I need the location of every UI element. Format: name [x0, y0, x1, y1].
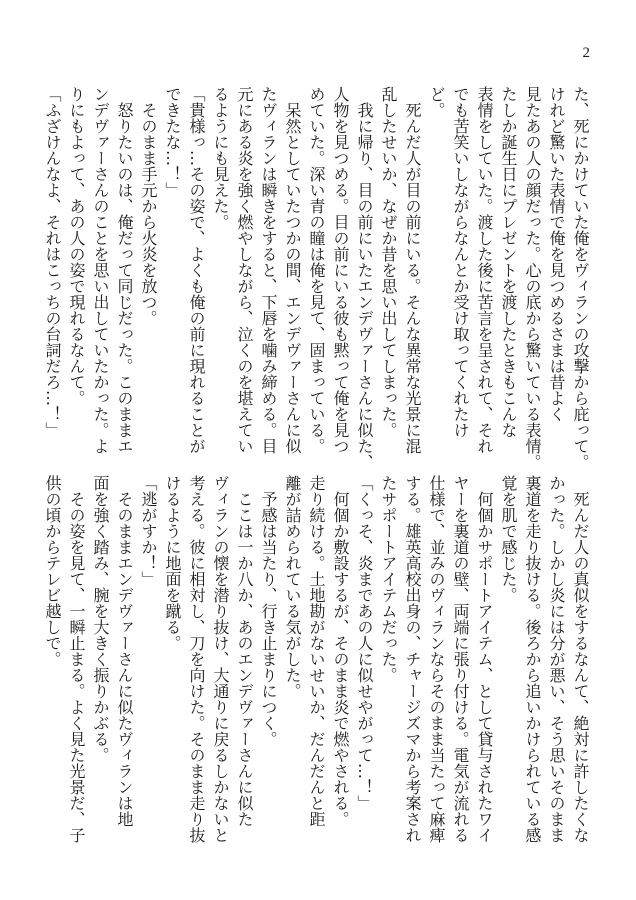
- text-line: 面を強く踏み、腕を大きく振りかぶる。: [91, 475, 110, 763]
- text-line: ンデヴァーさんのことを思い出していたかった。よ: [91, 86, 110, 454]
- text-line: でも苦笑いしながらなんとか受け取ってくれたけ: [451, 86, 470, 438]
- text-line: 乱したせいか、なぜか昔を思い出してしまった。: [379, 86, 398, 438]
- text-line: 「ふざけんなよ、それはこっちの台詞だろ…！」: [43, 86, 62, 438]
- text-line: ヤーを裏道の壁、両端に張り付ける。電気が流れる: [451, 475, 470, 843]
- text-line: できたな…！」: [163, 86, 182, 198]
- text-line: ど。: [427, 86, 446, 118]
- text-line: 怒りたいのは、俺だって同じだった。このままエ: [115, 86, 134, 454]
- upper-text-block: [40, 86, 592, 470]
- text-line: 裏道を走り抜ける。後ろから追いかけられている感: [523, 475, 542, 843]
- text-line: 「くっそ、炎まであの人に似せやがって…！」: [355, 475, 374, 811]
- text-line: かった。しかし炎には分が悪い、そう思いそのまま: [547, 475, 566, 843]
- text-line: 「逃がすか！」: [139, 475, 158, 587]
- text-line: 考える。彼に相対し、刀を向けた。そのまま走り抜: [187, 475, 206, 843]
- page-number: 2: [582, 45, 590, 61]
- text-line: けれど驚いた表情で俺を見つめるさまは昔よく: [547, 86, 566, 422]
- text-line: する。雄英高校出身の、チャージズマから考案され: [403, 475, 422, 843]
- text-line: たしか誕生日にプレゼントを渡したときもこんな: [499, 86, 518, 438]
- text-line: 人物を見つめる。目の前にいる彼も黙って俺を見つ: [331, 86, 350, 454]
- text-line: 「貴様っ…その姿で、よくも俺の前に現れることが: [187, 86, 206, 454]
- text-line: 何個かサポートアイテム、として貸与されたワイ: [475, 475, 494, 843]
- text-line: ヴィランの懐を潜り抜け、大通りに戻るしかないと: [211, 475, 230, 843]
- text-line: 供の頃からテレビ越しで。: [43, 475, 62, 667]
- text-line: 走り続ける。土地勘がないせいか、だんだんと距: [307, 475, 326, 827]
- text-line: た、死にかけていた俺をヴィランの攻撃から庇って。: [571, 86, 590, 470]
- text-line: 覚を肌で感じた。: [499, 475, 518, 603]
- text-line: たサポートアイテムだった。: [379, 475, 398, 683]
- text-line: 死んだ人が目の前にいる。そんな異常な光景に混: [403, 86, 422, 454]
- text-line: 予感は当たり、行き止まりにつく。: [259, 475, 278, 747]
- text-line: 我に帰り、目の前にいたエンデヴァーさんに似た、: [355, 86, 374, 470]
- text-line: るようにも見えた。: [211, 86, 230, 230]
- text-line: 死んだ人の真似をするなんて、絶対に許したくな: [571, 475, 590, 843]
- text-line: ここは一か八か、あのエンデヴァーさんに似た: [235, 475, 254, 827]
- text-line: めていた。深い青の瞳は俺を見て、固まっている。: [307, 86, 326, 454]
- text-line: 何個か敷設するが、そのまま炎で燃やされる。: [331, 475, 350, 827]
- text-line: 仕様で、並みのヴィランならそのまま当たって麻痺: [427, 475, 446, 843]
- text-line: 見たあの人の顔だった。心の底から驚いている表情。: [523, 86, 542, 470]
- text-line: そのままエンデヴァーさんに似たヴィランは地: [115, 475, 134, 827]
- text-line: りにもよって、あの人の姿で現れるなんて。: [67, 86, 86, 406]
- text-line: けるように地面を蹴る。: [163, 475, 182, 651]
- text-line: そのまま手元から火炎を放つ。: [139, 86, 158, 326]
- text-line: 離が詰められている気がした。: [283, 475, 302, 699]
- text-line: たヴィランは瞬きをすると、下唇を噛み締める。目: [259, 86, 278, 454]
- text-line: 元にある炎を強く燃やしながら、泣くのを堪えてい: [235, 86, 254, 454]
- lower-text-block: [40, 475, 592, 850]
- text-line: その姿を見て、一瞬止まる。よく見た光景だ、子: [67, 475, 86, 843]
- text-line: 呆然としていたつかの間、エンデヴァーさんに似: [283, 86, 302, 454]
- text-line: 表情をしていた。渡した後に苦言を呈されて、それ: [475, 86, 494, 454]
